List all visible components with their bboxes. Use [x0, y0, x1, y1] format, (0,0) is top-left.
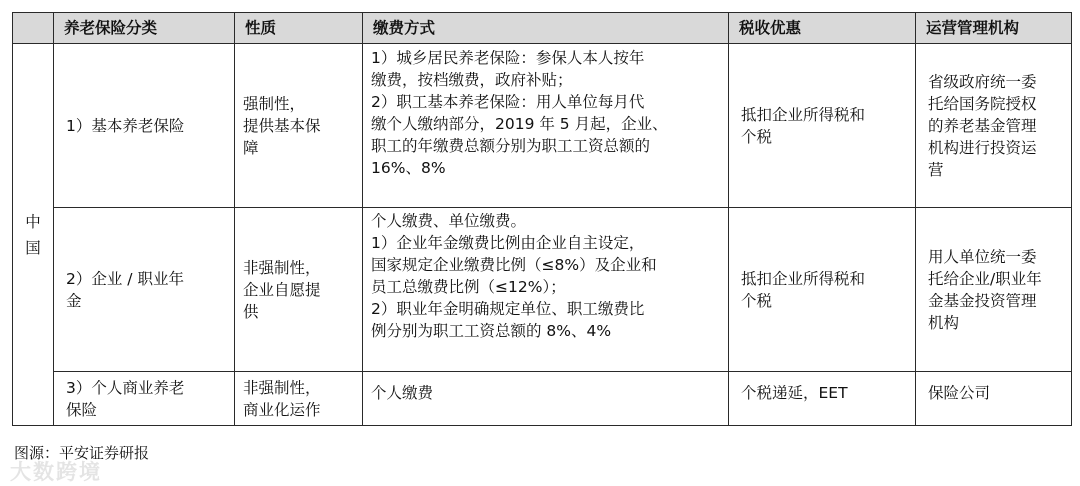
- category-cell: [54, 372, 235, 426]
- nature-line: 商业化运作: [243, 400, 321, 419]
- nature-cell: [235, 44, 363, 208]
- pension-table: [12, 12, 1072, 426]
- table-header-row: [13, 13, 1072, 44]
- payment-line: 例分别为职工工资总额的 8%、4%: [371, 322, 612, 340]
- nature-line: 障: [243, 138, 259, 157]
- category-line: 2）企业 / 职业年: [66, 269, 184, 288]
- management-line: 机构进行投资运: [928, 138, 1037, 157]
- payment-line: 2）职业年金明确规定单位、职工缴费比: [371, 300, 645, 318]
- table-row: [13, 372, 1072, 426]
- payment-line: 16%、8%: [371, 159, 446, 177]
- country-char: 国: [25, 238, 41, 257]
- tax-cell: [729, 44, 916, 208]
- category-line: 保险: [66, 400, 98, 419]
- nature-cell: [235, 372, 363, 426]
- management-cell: 保险公司: [916, 372, 1072, 426]
- management-line: 机构: [928, 313, 960, 332]
- management-cell: [916, 44, 1072, 208]
- tax-line: 抵扣企业所得税和: [741, 269, 866, 288]
- management-line: 省级政府统一委: [928, 72, 1037, 91]
- watermark: 大数跨境: [10, 460, 102, 484]
- tax-cell: [729, 208, 916, 372]
- header-nature: 性质: [235, 13, 363, 44]
- table-row: [13, 44, 1072, 208]
- payment-line: 2）职工基本养老保险：用人单位每月代: [371, 93, 645, 111]
- header-management: 运营管理机构: [916, 13, 1072, 44]
- payment-line: 职工的年缴费总额分别为职工工资总额的: [371, 137, 651, 155]
- country-char: [21, 209, 45, 261]
- tax-line: 个税: [741, 127, 773, 146]
- nature-line: 非强制性，: [243, 378, 321, 397]
- header-corner: [13, 13, 54, 44]
- management-line: 金基金投资管理: [928, 291, 1037, 310]
- category-cell: 1）基本养老保险: [54, 44, 235, 208]
- management-line: 托给企业/职业年: [928, 269, 1042, 288]
- tax-cell: 个税递延，EET: [729, 372, 916, 426]
- category-cell: [54, 208, 235, 372]
- payment-line: 缴费，按档缴费，政府补贴；: [371, 71, 573, 89]
- nature-line: 非强制性，: [243, 258, 321, 277]
- management-line: 用人单位统一委: [928, 247, 1037, 266]
- payment-line: 1）城乡居民养老保险：参保人本人按年: [371, 49, 645, 67]
- payment-cell: 个人缴费: [363, 372, 729, 426]
- payment-line: 缴个人缴纳部分，2019 年 5 月起，企业、: [371, 115, 668, 133]
- country-cell: [13, 44, 54, 426]
- country-char: 中: [25, 212, 41, 231]
- nature-line: 供: [243, 302, 259, 321]
- payment-line: 员工总缴费比例（≤12%）；: [371, 278, 566, 296]
- header-payment: 缴费方式: [363, 13, 729, 44]
- nature-cell: [235, 208, 363, 372]
- payment-line: 国家规定企业缴费比例（≤8%）及企业和: [371, 256, 657, 274]
- payment-cell: [363, 44, 729, 208]
- management-line: 托给国务院授权: [928, 94, 1037, 113]
- tax-line: 抵扣企业所得税和: [741, 105, 866, 124]
- payment-line: 个人缴费、单位缴费。: [371, 212, 527, 230]
- nature-line: 企业自愿提: [243, 280, 321, 299]
- management-cell: [916, 208, 1072, 372]
- category-line: 金: [66, 291, 82, 310]
- header-category: 养老保险分类: [54, 13, 235, 44]
- payment-cell: [363, 208, 729, 372]
- source-caption: 图源：平安证券研报: [14, 444, 150, 462]
- management-line: 营: [928, 160, 944, 179]
- category-line: 3）个人商业养老: [66, 378, 185, 397]
- table-row: [13, 208, 1072, 372]
- tax-line: 个税: [741, 291, 773, 310]
- nature-line: 强制性，: [243, 94, 306, 113]
- management-line: 的养老基金管理: [928, 116, 1037, 135]
- header-tax: 税收优惠: [729, 13, 916, 44]
- payment-line: 1）企业年金缴费比例由企业自主设定，: [371, 234, 645, 252]
- nature-line: 提供基本保: [243, 116, 321, 135]
